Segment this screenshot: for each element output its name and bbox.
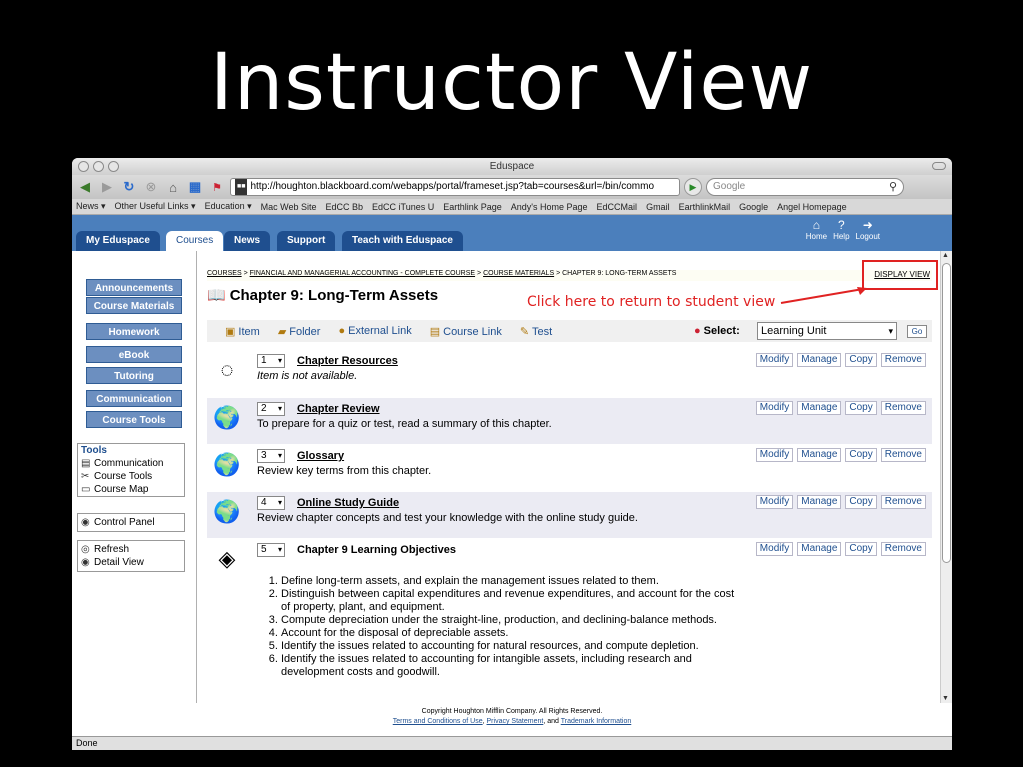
- chevron-down-icon: ▾: [277, 356, 282, 365]
- item-icon: ▣: [225, 325, 236, 338]
- browser-window: [72, 158, 952, 750]
- top-home-link[interactable]: ⌂ Home: [805, 218, 828, 241]
- bookmark-item[interactable]: EdCC Bb: [325, 201, 364, 212]
- control-panel-link[interactable]: ◉ Control Panel: [81, 517, 155, 528]
- tool-communication[interactable]: ▤ Communication: [81, 458, 164, 469]
- go-arrow-icon[interactable]: ▶: [684, 178, 702, 196]
- manage-button[interactable]: Manage: [797, 495, 841, 509]
- stop-icon[interactable]: ⊗: [145, 179, 157, 194]
- manage-button[interactable]: Manage: [797, 448, 841, 462]
- search-icon: ⚲: [888, 181, 897, 193]
- bookmark-item[interactable]: Other Useful Links ▾: [114, 201, 196, 211]
- navigation-toolbar: [72, 175, 952, 199]
- remove-button[interactable]: Remove: [881, 448, 926, 462]
- objective-item: 6. Identify the issues related to accounting for intangible assets, including research and development costs and goodwill.: [281, 653, 741, 679]
- refresh-link[interactable]: ◎ Refresh: [81, 544, 130, 555]
- reload-icon[interactable]: ↻: [123, 179, 135, 194]
- tools-icon: ✂: [81, 471, 90, 482]
- chevron-down-icon: ▾: [888, 326, 893, 336]
- scroll-down-icon[interactable]: ▼: [942, 695, 949, 702]
- order-select[interactable]: 1 ▾: [257, 354, 285, 368]
- back-arrow-icon[interactable]: ◀: [80, 179, 90, 194]
- add-item-button[interactable]: ▣ Item: [225, 325, 260, 338]
- page-title: 📖 Chapter 9: Long-Term Assets: [207, 287, 439, 304]
- refresh-icon: ◎: [81, 544, 90, 555]
- tab-support[interactable]: Support: [277, 231, 335, 251]
- remove-button[interactable]: Remove: [881, 401, 926, 415]
- objectives-list: [267, 575, 741, 679]
- item-description: Review chapter concepts and test your knowledge with the online study guide.: [257, 512, 638, 524]
- breadcrumb-courses[interactable]: COURSES: [207, 270, 242, 277]
- manage-button[interactable]: Manage: [797, 401, 841, 415]
- add-folder-button[interactable]: ▰ Folder: [277, 325, 321, 338]
- item-title-link[interactable]: Online Study Guide: [297, 497, 400, 509]
- copy-button[interactable]: Copy: [845, 448, 876, 462]
- remove-button[interactable]: Remove: [881, 353, 926, 367]
- scroll-thumb[interactable]: [942, 263, 951, 563]
- tab-my-eduspace[interactable]: My Eduspace: [76, 231, 160, 251]
- copy-button[interactable]: Copy: [845, 495, 876, 509]
- course-tab-bar: [72, 215, 952, 251]
- bookmark-item[interactable]: Earthlink Page: [443, 201, 502, 212]
- home-icon: ⌂: [812, 218, 821, 232]
- breadcrumb: COURSES > FINANCIAL AND MANAGERIAL ACCOUNTING - COMPLETE COURSE > COURSE MATERIALS > CHAPTER 9: LONG-TERM ASSETS: [207, 270, 932, 281]
- add-external-link-button[interactable]: ● External Link: [338, 325, 412, 337]
- objective-item: 4. Account for the disposal of depreciable assets.: [281, 627, 741, 640]
- objective-item: 2. Distinguish between capital expenditures and revenue expenditures, and account for the cost of property, plant, and equipment.: [281, 588, 741, 614]
- item-title-link[interactable]: Glossary: [297, 450, 345, 462]
- trademark-link[interactable]: Trademark Information: [560, 718, 632, 725]
- callout-arrow-icon: [779, 283, 869, 307]
- item-title-link[interactable]: Chapter Resources: [297, 355, 398, 367]
- minimize-window-button[interactable]: [93, 161, 104, 172]
- tools-box: [77, 443, 185, 497]
- tag-icon[interactable]: ⚑: [212, 181, 222, 194]
- item-title-link[interactable]: Chapter Review: [297, 403, 380, 415]
- google-search-placeholder: Google: [713, 181, 746, 192]
- vertical-scrollbar[interactable]: [940, 251, 952, 703]
- order-select[interactable]: 5 ▾: [257, 543, 285, 557]
- book-icon: 📖: [207, 287, 226, 304]
- bookmark-item[interactable]: EdCC iTunes U: [372, 201, 435, 212]
- objective-item: 3. Compute depreciation under the straight-line, production, and declining-balance methods.: [281, 614, 741, 627]
- item-description: Item is not available.: [257, 370, 358, 382]
- sidebar-item-course-materials[interactable]: Course Materials: [86, 297, 182, 314]
- resources-icon: ◌: [220, 357, 234, 382]
- bookmark-item[interactable]: EdCCMail: [596, 201, 638, 212]
- tab-courses[interactable]: Courses: [166, 231, 223, 251]
- item-description: Review key terms from this chapter.: [257, 465, 432, 477]
- globe-icon: 🌍: [213, 499, 241, 524]
- modify-button[interactable]: Modify: [756, 542, 793, 556]
- tool-course-map[interactable]: ▭ Course Map: [81, 484, 149, 495]
- modify-button[interactable]: Modify: [756, 353, 793, 367]
- sidebar-item-homework[interactable]: Homework: [86, 323, 182, 340]
- bookmarks-bar: [72, 199, 952, 215]
- remove-button[interactable]: Remove: [881, 495, 926, 509]
- content-item-row: [207, 398, 932, 444]
- bookmark-item[interactable]: Mac Web Site: [260, 201, 317, 212]
- item-description: To prepare for a quiz or test, read a summary of this chapter.: [257, 418, 552, 430]
- breadcrumb-course[interactable]: FINANCIAL AND MANAGERIAL ACCOUNTING - COMPLETE COURSE: [249, 270, 476, 277]
- bookmark-item[interactable]: EarthlinkMail: [678, 201, 731, 212]
- action-bar: [207, 320, 932, 342]
- globe-icon: 🌍: [213, 405, 241, 430]
- learning-unit-icon: ◈: [218, 546, 236, 571]
- breadcrumb-course-materials[interactable]: COURSE MATERIALS: [483, 270, 555, 277]
- chevron-down-icon: ▾: [277, 545, 282, 554]
- logout-icon: ➜: [862, 218, 873, 232]
- scroll-up-icon[interactable]: ▲: [942, 252, 949, 259]
- bookmark-item[interactable]: Andy's Home Page: [510, 201, 588, 212]
- order-select[interactable]: 2 ▾: [257, 402, 285, 416]
- order-select[interactable]: 4 ▾: [257, 496, 285, 510]
- content-item-row: [207, 350, 932, 396]
- objective-item: 5. Identify the issues related to accounting for natural resources, and compute depletion.: [281, 640, 741, 653]
- address-bar[interactable]: ■■ http://houghton.blackboard.com/webapps/portal/frameset.jsp?tab=courses&url=/bin/commo: [230, 178, 680, 196]
- bookmark-grid-icon[interactable]: ▦: [188, 179, 202, 194]
- tab-teach-with-eduspace[interactable]: Teach with Eduspace: [342, 231, 463, 251]
- tab-news[interactable]: News: [224, 231, 270, 251]
- sidebar-item-ebook[interactable]: eBook: [86, 346, 182, 363]
- chevron-down-icon: ▾: [277, 498, 282, 507]
- select-icon: ●: [694, 325, 701, 337]
- terms-link[interactable]: Terms and Conditions of Use: [392, 718, 483, 725]
- communication-icon: ▤: [81, 458, 91, 469]
- copy-button[interactable]: Copy: [845, 401, 876, 415]
- site-icon: ■■: [235, 179, 247, 195]
- objective-item: 1. Define long-term assets, and explain the management issues related to them.: [281, 575, 741, 588]
- title-bar: [72, 158, 952, 175]
- content-type-select[interactable]: Learning Unit ▾: [757, 322, 897, 340]
- sidebar-item-course-tools[interactable]: Course Tools: [86, 411, 182, 428]
- globe-icon: 🌍: [213, 452, 241, 477]
- chevron-down-icon: ▾: [277, 404, 282, 413]
- control-panel-box[interactable]: [77, 513, 185, 532]
- top-help-link[interactable]: ? Help: [833, 218, 850, 241]
- copy-button[interactable]: Copy: [845, 542, 876, 556]
- course-link-icon: ▤: [429, 325, 441, 338]
- copy-button[interactable]: Copy: [845, 353, 876, 367]
- page-footer: Copyright Houghton Mifflin Company. All Rights Reserved. Terms and Conditions of Use, Privacy Statement, and Trademark Information: [72, 707, 952, 727]
- go-button[interactable]: Go: [907, 325, 927, 338]
- add-test-button[interactable]: ✎ Test: [519, 325, 553, 338]
- tool-course-tools[interactable]: ✂ Course Tools: [81, 471, 153, 482]
- top-logout-link[interactable]: ➜ Logout: [855, 218, 880, 241]
- bookmark-item[interactable]: News ▾: [76, 201, 106, 211]
- map-icon: ▭: [81, 484, 91, 495]
- bookmark-item[interactable]: Angel Homepage: [777, 201, 847, 212]
- modify-button[interactable]: Modify: [756, 401, 793, 415]
- remove-button[interactable]: Remove: [881, 542, 926, 556]
- help-icon: ?: [837, 218, 845, 232]
- bookmark-item[interactable]: Education ▾: [204, 201, 252, 211]
- sidebar-item-communication[interactable]: Communication: [86, 390, 182, 407]
- content-item-row: [207, 539, 932, 689]
- close-window-button[interactable]: [78, 161, 89, 172]
- manage-button[interactable]: Manage: [797, 353, 841, 367]
- sidebar-item-tutoring[interactable]: Tutoring: [86, 367, 182, 384]
- modify-button[interactable]: Modify: [756, 448, 793, 462]
- order-select[interactable]: 3 ▾: [257, 449, 285, 463]
- window-title: Eduspace: [489, 161, 535, 172]
- folder-icon: ▰: [277, 325, 287, 338]
- callout-annotation: Click here to return to student view: [527, 294, 776, 310]
- home-icon[interactable]: ⌂: [169, 179, 177, 195]
- misc-box: [77, 540, 185, 572]
- zoom-window-button[interactable]: [108, 161, 119, 172]
- breadcrumb-current: CHAPTER 9: LONG-TERM ASSETS: [562, 270, 677, 277]
- slide-title: Instructor View: [209, 38, 814, 128]
- toolbar-toggle-button[interactable]: [932, 162, 946, 170]
- copyright-text: Copyright Houghton Mifflin Company. All Rights Reserved.: [421, 708, 603, 715]
- content-item-row: [207, 492, 932, 538]
- globe-icon: ●: [338, 325, 346, 337]
- modify-button[interactable]: Modify: [756, 495, 793, 509]
- display-view-link[interactable]: DISPLAY VIEW: [874, 270, 930, 279]
- bookmark-item[interactable]: Gmail: [646, 201, 670, 212]
- forward-arrow-icon[interactable]: ▶: [102, 179, 112, 194]
- tools-heading: Tools: [81, 445, 107, 456]
- search-field[interactable]: [706, 178, 904, 196]
- privacy-link[interactable]: Privacy Statement: [486, 718, 544, 725]
- test-icon: ✎: [519, 325, 530, 338]
- manage-button[interactable]: Manage: [797, 542, 841, 556]
- item-title-link: Chapter 9 Learning Objectives: [297, 544, 456, 556]
- chevron-down-icon: ▾: [277, 451, 282, 460]
- status-bar: Done: [72, 736, 952, 750]
- detail-view-link[interactable]: ◉ Detail View: [81, 557, 144, 568]
- detail-view-icon: ◉: [81, 557, 90, 568]
- add-course-link-button[interactable]: ▤ Course Link: [429, 325, 502, 338]
- control-panel-icon: ◉: [81, 517, 90, 528]
- bookmark-item[interactable]: Google: [739, 201, 769, 212]
- sidebar-item-announcements[interactable]: Announcements: [86, 279, 182, 296]
- content-frame: [196, 251, 940, 703]
- content-item-row: [207, 445, 932, 491]
- select-label: ● Select:: [694, 325, 740, 337]
